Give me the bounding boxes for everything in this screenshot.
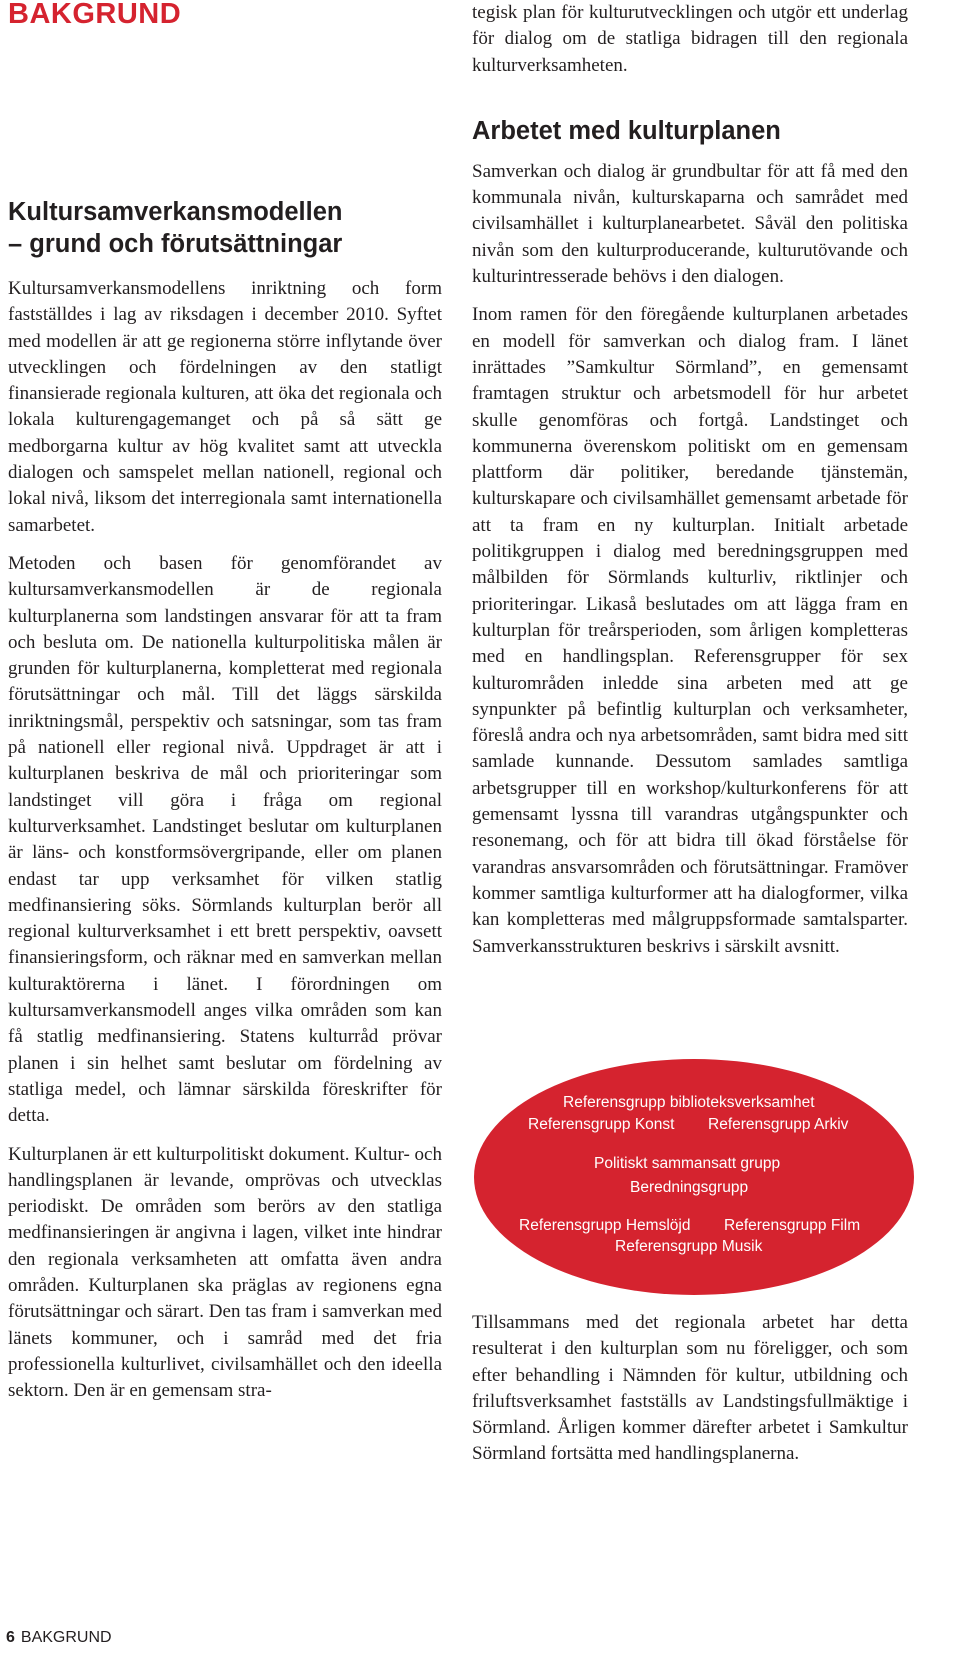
diagram-label-beredning: Beredningsgrupp <box>630 1179 749 1196</box>
paragraph: Metoden och basen för genomförandet av kultursamverkansmodellen är de regionala kulturplanerna som landstingen ansvarar för att ta fram och besluta om. De nationella kulturpolitiska målen är grunden för kulturplanerna, kompletterat med regionala förutsättningar och mål. Till det läggs särskilda inriktningsmål, perspektiv och satsningar, som tas fram på nationell eller regional nivå. Uppdraget är att i kulturplanen beskriva de mål och prioriteringar som landstinget vill göra i fråga om regional kulturverksamhet. Landstinget beslutar om kulturplanen är läns- och konstformsövergripande, eller om planen endast tar upp verksamhet för vilken statlig medfinansiering söks. Sörmlands kulturplan berör all regional kulturverksamhet i ett brett perspektiv, oavsett finansieringsform, och räknar med en samverkan mellan kulturaktörerna i länet. I förordningen om kultursamverkansmodell anges vilka områden som kan få statlig medfinansiering. Statens kulturråd prövar planen i sin helhet samt beslutar om fördelning av statliga medel, och lämnar särskilda föreskrifter för detta. <box>8 552 442 1127</box>
paragraph: Inom ramen för den föregående kulturplanen arbetades en modell för samverkan och dialog fram. I länet inrättades ”Samkultur Sörmland”, en gemensamt framtagen struktur och arbetsmodell för hur arbetet skulle genomföras och fortgå. Landstinget och kommunerna överenskom politiskt om en gemensam plattform där politiker, beredande tjänstemän, kulturskapare och civilsamhället gemensamt arbetade för att ta fram en ny kulturplan. Initialt arbetade politikgruppen i dialog med beredningsgruppen med målbilden för Sörmlands kulturliv, riktlinjer och prioriteringar. Likaså beslutades om att lägga fram en kulturplan för treårsperioden, som årligen kompletteras med en handlingsplan. Referensgrupper för sex kulturområden inledde sina arbeten med att ge synpunkter på befintlig kulturplan och verksamheter, föreslå andra och nya arbetsområden, samt bidra med sitt samlade kunnande. Dessutom samlades samtliga arbetsgrupper till en workshop/kulturkonferens för att gemensamt lyssna till varandras utgångspunkter och resonemang, och för att bidra till ökad förståelse för varandras ansvarsområden och förutsättningar. Framöver kommer samtliga kulturformer att ha dialogformer, vilka kan kompletteras med målgruppsformade samtalsparter. Samverkansstrukturen beskrivs i särskilt avsnitt. <box>472 304 908 957</box>
diagram-label-konst: Referensgrupp Konst <box>528 1116 675 1133</box>
heading-line-1: Kultursamverkansmodellen <box>8 198 343 226</box>
closing-section <box>472 1310 908 1468</box>
diagram-label-hemslojd: Referensgrupp Hemslöjd <box>519 1217 691 1234</box>
paragraph: Tillsammans med det regionala arbetet har detta resulterat i den kulturplan som nu föreligger, och som efter behandling i Nämnden för kultur, utbildning och friluftsverksamhet fastställs av Landstingsfullmäktige i Sörmland. Årligen kommer därefter arbetet i Samkultur Sörmland fortsätta med handlingsplanerna. <box>472 1312 908 1465</box>
left-column <box>8 196 442 1404</box>
paragraph-continuation: tegisk plan för kulturutvecklingen och utgör ett underlag för dialog om de statliga bidragen till den regionala kulturverksamheten. <box>472 2 908 76</box>
diagram-label-film: Referensgrupp Film <box>724 1217 861 1234</box>
heading-line-2: – grund och förutsättningar <box>8 230 343 258</box>
right-column <box>472 0 908 960</box>
section-header: BAKGRUND <box>8 0 182 30</box>
diagram-label-bibliotek: Referensgrupp biblioteksverksamhet <box>563 1094 815 1111</box>
footer-section: BAKGRUND <box>20 1629 112 1646</box>
diagram-label-politiskt: Politiskt sammansatt grupp <box>594 1155 781 1172</box>
diagram-label-musik: Referensgrupp Musik <box>615 1238 763 1255</box>
page-footer <box>6 1629 112 1647</box>
page-number: 6 <box>6 1629 15 1646</box>
paragraph: Kulturplanen är ett kulturpolitiskt dokument. Kultur- och handlingsplanen är levande, omprövas och utvecklas periodiskt. De områden som berörs av den statliga medfinansieringen är angivna i lagen, vilket inte hindrar den regionala verksamheten att omfatta även andra områden. Kulturplanen ska präglas av regionens egna förutsättningar och särart. Den tas fram i samverkan med länets kommuner, och i samråd med det fria professionella kulturlivet, civilsamhället och den ideella sektorn. Den är en gemensam stra- <box>8 1143 442 1402</box>
section-heading <box>8 196 442 260</box>
paragraph: Kultursamverkansmodellens inriktning och form fastställdes i lag av riksdagen i december 2010. Syftet med modellen är att ge regionerna större inflytande över utvecklingen och fördelningen av den statligt finansierade regionala kulturen, att öka det regionala och lokala kulturengagemanget och på så sätt ge medborgarna kultur av hög kvalitet samt att utveckla dialogen och samspelet mellan nationell, regional och lokal nivå, liksom det interregionala samt internationella samarbetet. <box>8 278 442 536</box>
diagram-label-arkiv: Referensgrupp Arkiv <box>708 1116 849 1133</box>
subsection-heading: Arbetet med kulturplanen <box>472 116 781 145</box>
paragraph: Samverkan och dialog är grundbultar för att få med den kommunala nivån, kulturskaparna och samrådet med civilsamhället i kulturplanearbetet. Såväl den politiska nivån som den kulturproducerande, kulturutövande och kulturintresserade behövs i den dialogen. <box>472 160 908 288</box>
